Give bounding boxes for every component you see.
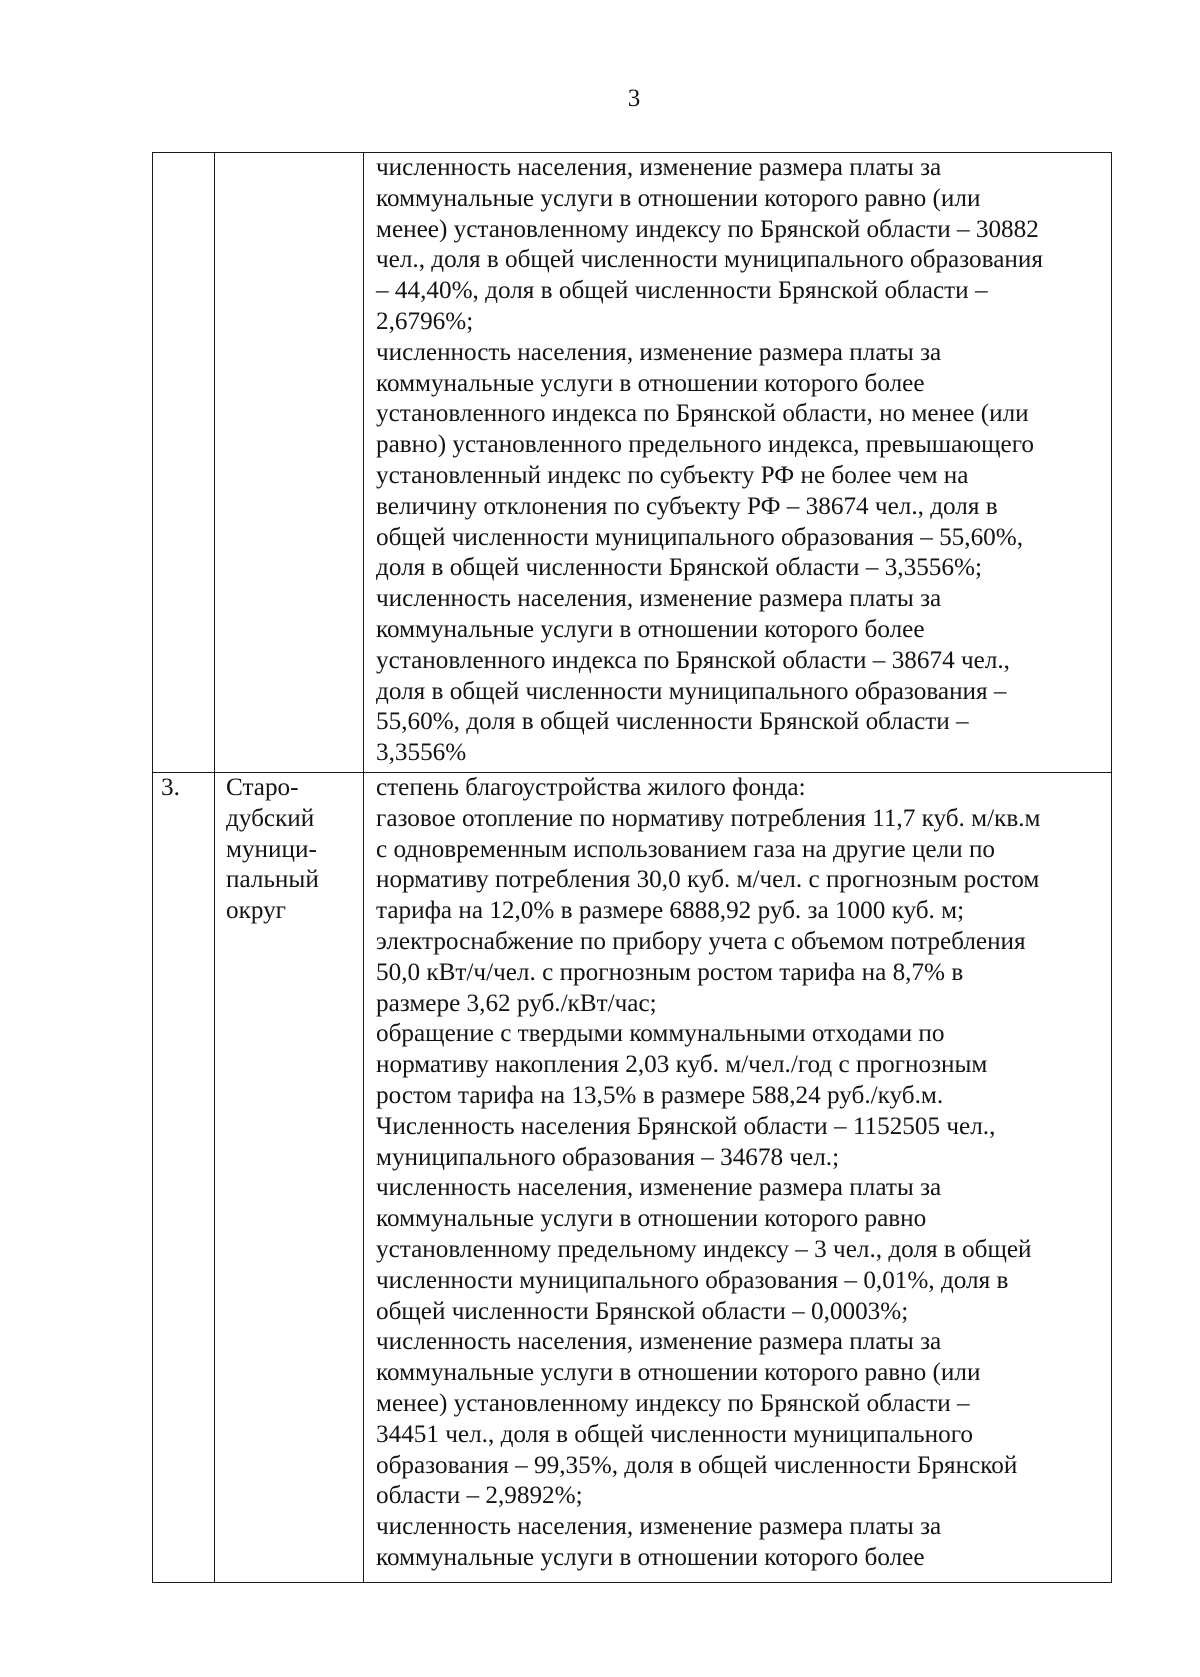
- text-line: коммунальные услуги в отношении которого более: [376, 369, 925, 397]
- page-number: 3: [627, 85, 641, 112]
- text-line: 34451 чел., доля в общей численности муниципального: [376, 1420, 974, 1448]
- text-line: коммунальные услуги в отношении которого равно (или: [376, 184, 981, 212]
- row-number: 3.: [161, 774, 180, 801]
- municipality-name-line: пальный: [226, 866, 319, 894]
- data-table: [152, 152, 1112, 1583]
- text-line: электроснабжение по прибору учета с объемом потребления: [376, 927, 1026, 955]
- text-line: установленного индекса по Брянской области – 38674 чел.,: [376, 646, 1010, 674]
- text-line: доля в общей численности муниципального образования –: [376, 677, 1007, 705]
- text-line: установленного индекса по Брянской области, но менее (или: [376, 400, 1029, 428]
- text-line: 3,3556%: [376, 739, 467, 767]
- text-line: численность населения, изменение размера платы за: [376, 154, 942, 181]
- text-line: с одновременным использованием газа на другие цели по: [376, 835, 996, 863]
- table-row: [153, 773, 1112, 1583]
- municipality-name-line: округ: [226, 897, 287, 925]
- municipality-name-line: дубский: [226, 804, 315, 832]
- municipality-name-line: Старо-: [226, 774, 299, 801]
- text-line: численность населения, изменение размера платы за: [376, 1513, 942, 1541]
- municipality-name-line: муници-: [226, 835, 317, 863]
- text-line: газовое отопление по нормативу потребления 11,7 куб. м/кв.м: [376, 804, 1041, 832]
- text-line: области – 2,9892%;: [376, 1482, 583, 1510]
- text-line: общей численности муниципального образования – 55,60%,: [376, 523, 1024, 551]
- text-line: – 44,40%, доля в общей численности Брянской области –: [376, 277, 988, 305]
- text-line: коммунальные услуги в отношении которого равно: [376, 1205, 927, 1233]
- text-line: размере 3,62 руб./кВт/час;: [376, 989, 657, 1017]
- text-line: установленному предельному индексу – 3 чел., доля в общей: [376, 1235, 1032, 1263]
- text-line: численность населения, изменение размера платы за: [376, 338, 942, 366]
- text-line: коммунальные услуги в отношении которого равно (или: [376, 1359, 981, 1387]
- text-line: установленный индекс по субъекту РФ не более чем на: [376, 461, 969, 489]
- municipality-cell: [215, 773, 364, 1583]
- text-line: доля в общей численности Брянской области – 3,3556%;: [376, 554, 982, 582]
- text-line: нормативу накопления 2,03 куб. м/чел./год с прогнозным: [376, 1051, 988, 1079]
- text-line: численности муниципального образования – 0,01%, доля в: [376, 1266, 1009, 1294]
- municipality-cell: [215, 153, 364, 773]
- description-cell: [364, 153, 1112, 773]
- row-number-cell: [153, 153, 215, 773]
- text-line: менее) установленному индексу по Брянской области – 30882: [376, 215, 1039, 243]
- text-line: величину отклонения по субъекту РФ – 38674 чел., доля в: [376, 492, 998, 520]
- text-line: обращение с твердыми коммунальными отходами по: [376, 1020, 945, 1048]
- text-line: равно) установленного предельного индекса, превышающего: [376, 431, 1035, 459]
- text-line: общей численности Брянской области – 0,0003%;: [376, 1297, 909, 1325]
- text-line: коммунальные услуги в отношении которого более: [376, 615, 925, 643]
- text-line: численность населения, изменение размера платы за: [376, 1174, 942, 1202]
- text-line: 2,6796%;: [376, 307, 474, 335]
- description-cell: [364, 773, 1112, 1583]
- text-line: численность населения, изменение размера платы за: [376, 1328, 942, 1356]
- text-line: степень благоустройства жилого фонда:: [376, 774, 806, 801]
- text-line: чел., доля в общей численности муниципального образования: [376, 246, 1043, 274]
- text-line: 55,60%, доля в общей численности Брянской области –: [376, 708, 969, 736]
- text-line: 50,0 кВт/ч/чел. с прогнозным ростом тарифа на 8,7% в: [376, 958, 964, 986]
- text-line: образования – 99,35%, доля в общей численности Брянской: [376, 1451, 1018, 1479]
- row-number-cell: [153, 773, 215, 1583]
- text-line: нормативу потребления 30,0 куб. м/чел. с прогнозным ростом: [376, 866, 1040, 894]
- table-row: [153, 153, 1112, 773]
- text-line: Численность населения Брянской области – 1152505 чел.,: [376, 1112, 996, 1140]
- text-line: муниципального образования – 34678 чел.;: [376, 1143, 840, 1171]
- text-line: численность населения, изменение размера платы за: [376, 585, 942, 613]
- text-line: ростом тарифа на 13,5% в размере 588,24 руб./куб.м.: [376, 1081, 944, 1109]
- text-line: менее) установленному индексу по Брянской области –: [376, 1389, 970, 1417]
- text-line: тарифа на 12,0% в размере 6888,92 руб. за 1000 куб. м;: [376, 897, 965, 925]
- text-line: коммунальные услуги в отношении которого более: [376, 1543, 925, 1571]
